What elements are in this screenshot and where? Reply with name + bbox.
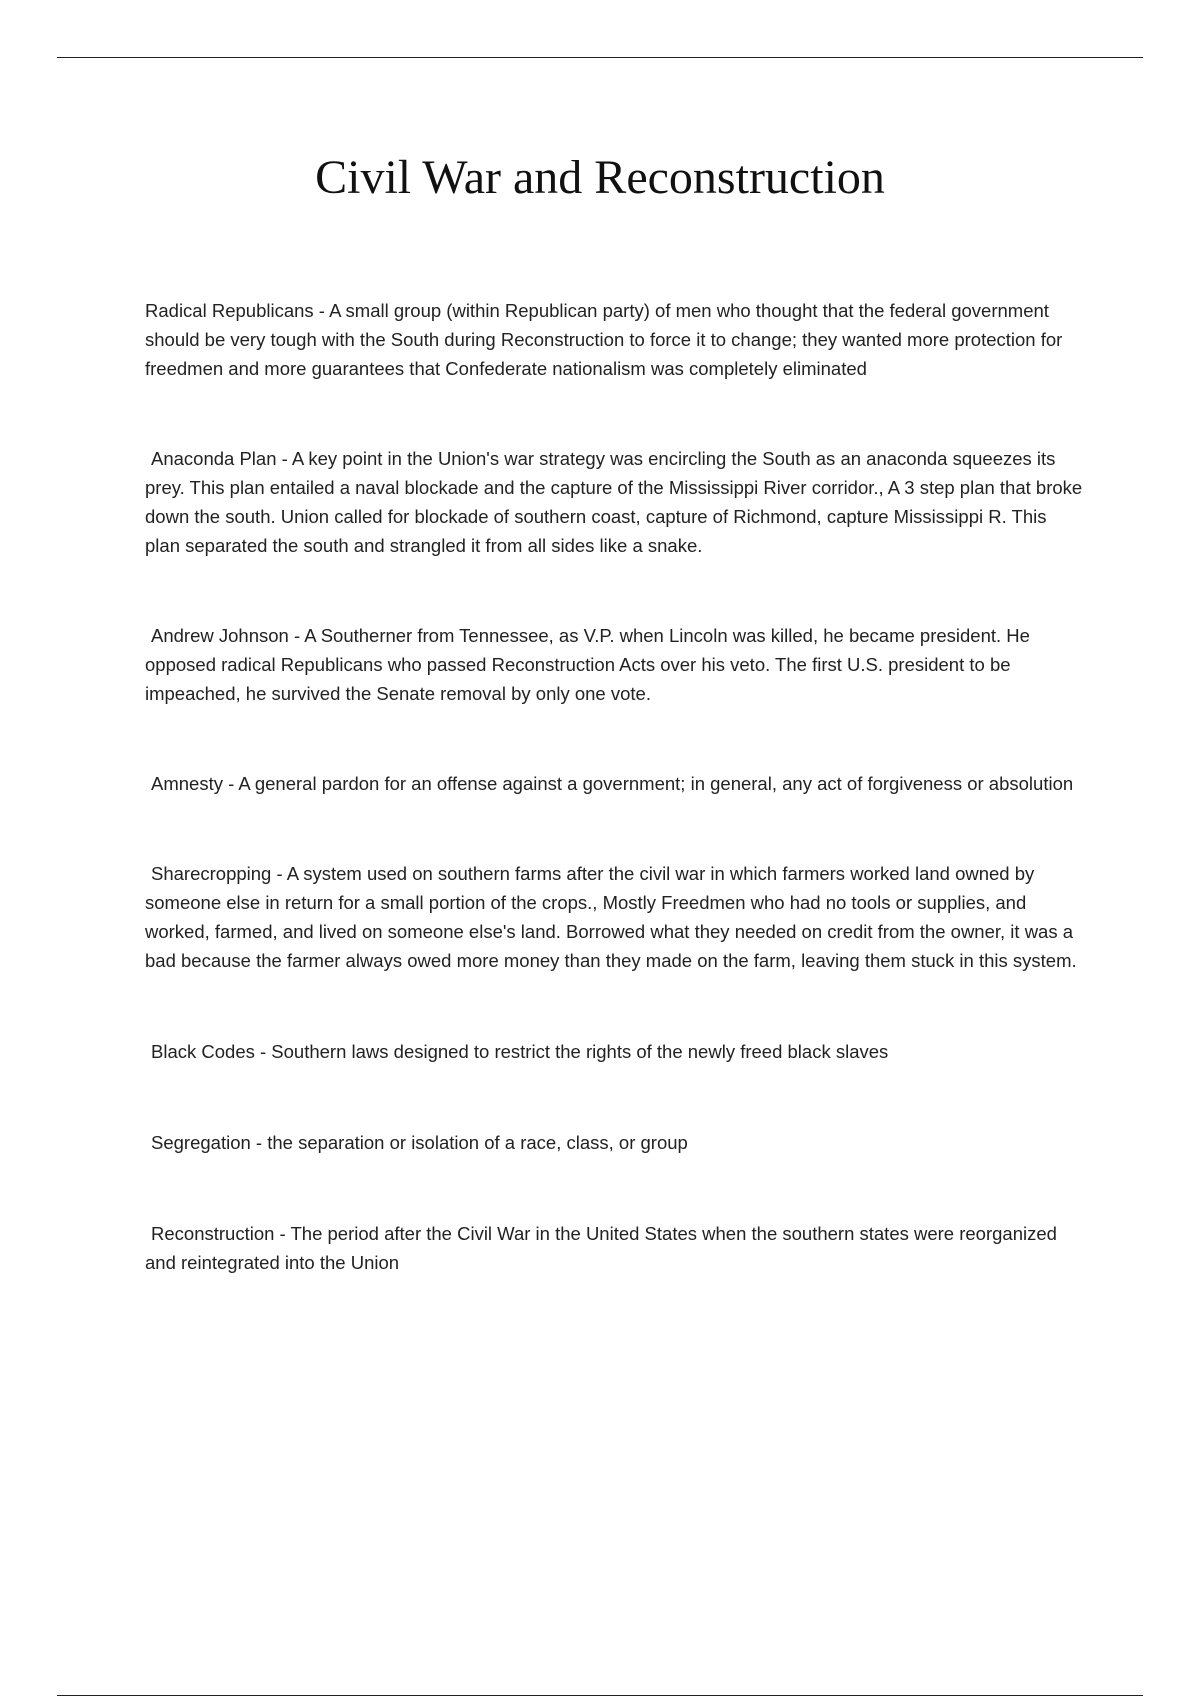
top-rule <box>57 57 1143 58</box>
term-anaconda-plan: Anaconda Plan - A key point in the Union's war strategy was encircling the South as an anaconda squeezes its prey. This plan entailed a naval blockade and the capture of the Mississippi River corridor., A 3 step plan that broke down the south. Union called for blockade of southern coast, capture of Richmond, capture Mississippi R. This plan separated the south and strangled it from all sides like a snake. <box>145 448 1083 556</box>
term-black-codes: Black Codes - Southern laws designed to restrict the rights of the newly freed black slaves <box>151 1041 889 1062</box>
document-title: Civil War and Reconstruction <box>315 151 885 204</box>
term-segregation: Segregation - the separation or isolation of a race, class, or group <box>151 1132 688 1153</box>
term-radical-republicans: Radical Republicans - A small group (within Republican party) of men who thought that the federal government should be very tough with the South during Reconstruction to force it to change; they wanted more protection for freedmen and more guarantees that Confederate nationalism was completely eliminated <box>145 300 1063 379</box>
bottom-rule <box>57 1695 1143 1696</box>
term-sharecropping: Sharecropping - A system used on southern farms after the civil war in which farmers worked land owned by someone else in return for a small portion of the crops., Mostly Freedmen who had no tools or supplies, and worked, farmed, and lived on someone else's land. Borrowed what they needed on credit from the owner, it was a bad because the farmer always owed more money than they made on the farm, leaving them stuck in this system. <box>145 863 1077 971</box>
term-amnesty: Amnesty - A general pardon for an offense against a government; in general, any act of forgiveness or absolution <box>151 773 1074 794</box>
term-reconstruction: Reconstruction - The period after the Civil War in the United States when the southern states were reorganized and reintegrated into the Union <box>145 1223 1057 1273</box>
terms-list <box>145 296 1085 1277</box>
term-andrew-johnson: Andrew Johnson - A Southerner from Tennessee, as V.P. when Lincoln was killed, he became president. He opposed radical Republicans who passed Reconstruction Acts over his veto. The first U.S. president to be impeached, he survived the Senate removal by only one vote. <box>145 625 1030 704</box>
